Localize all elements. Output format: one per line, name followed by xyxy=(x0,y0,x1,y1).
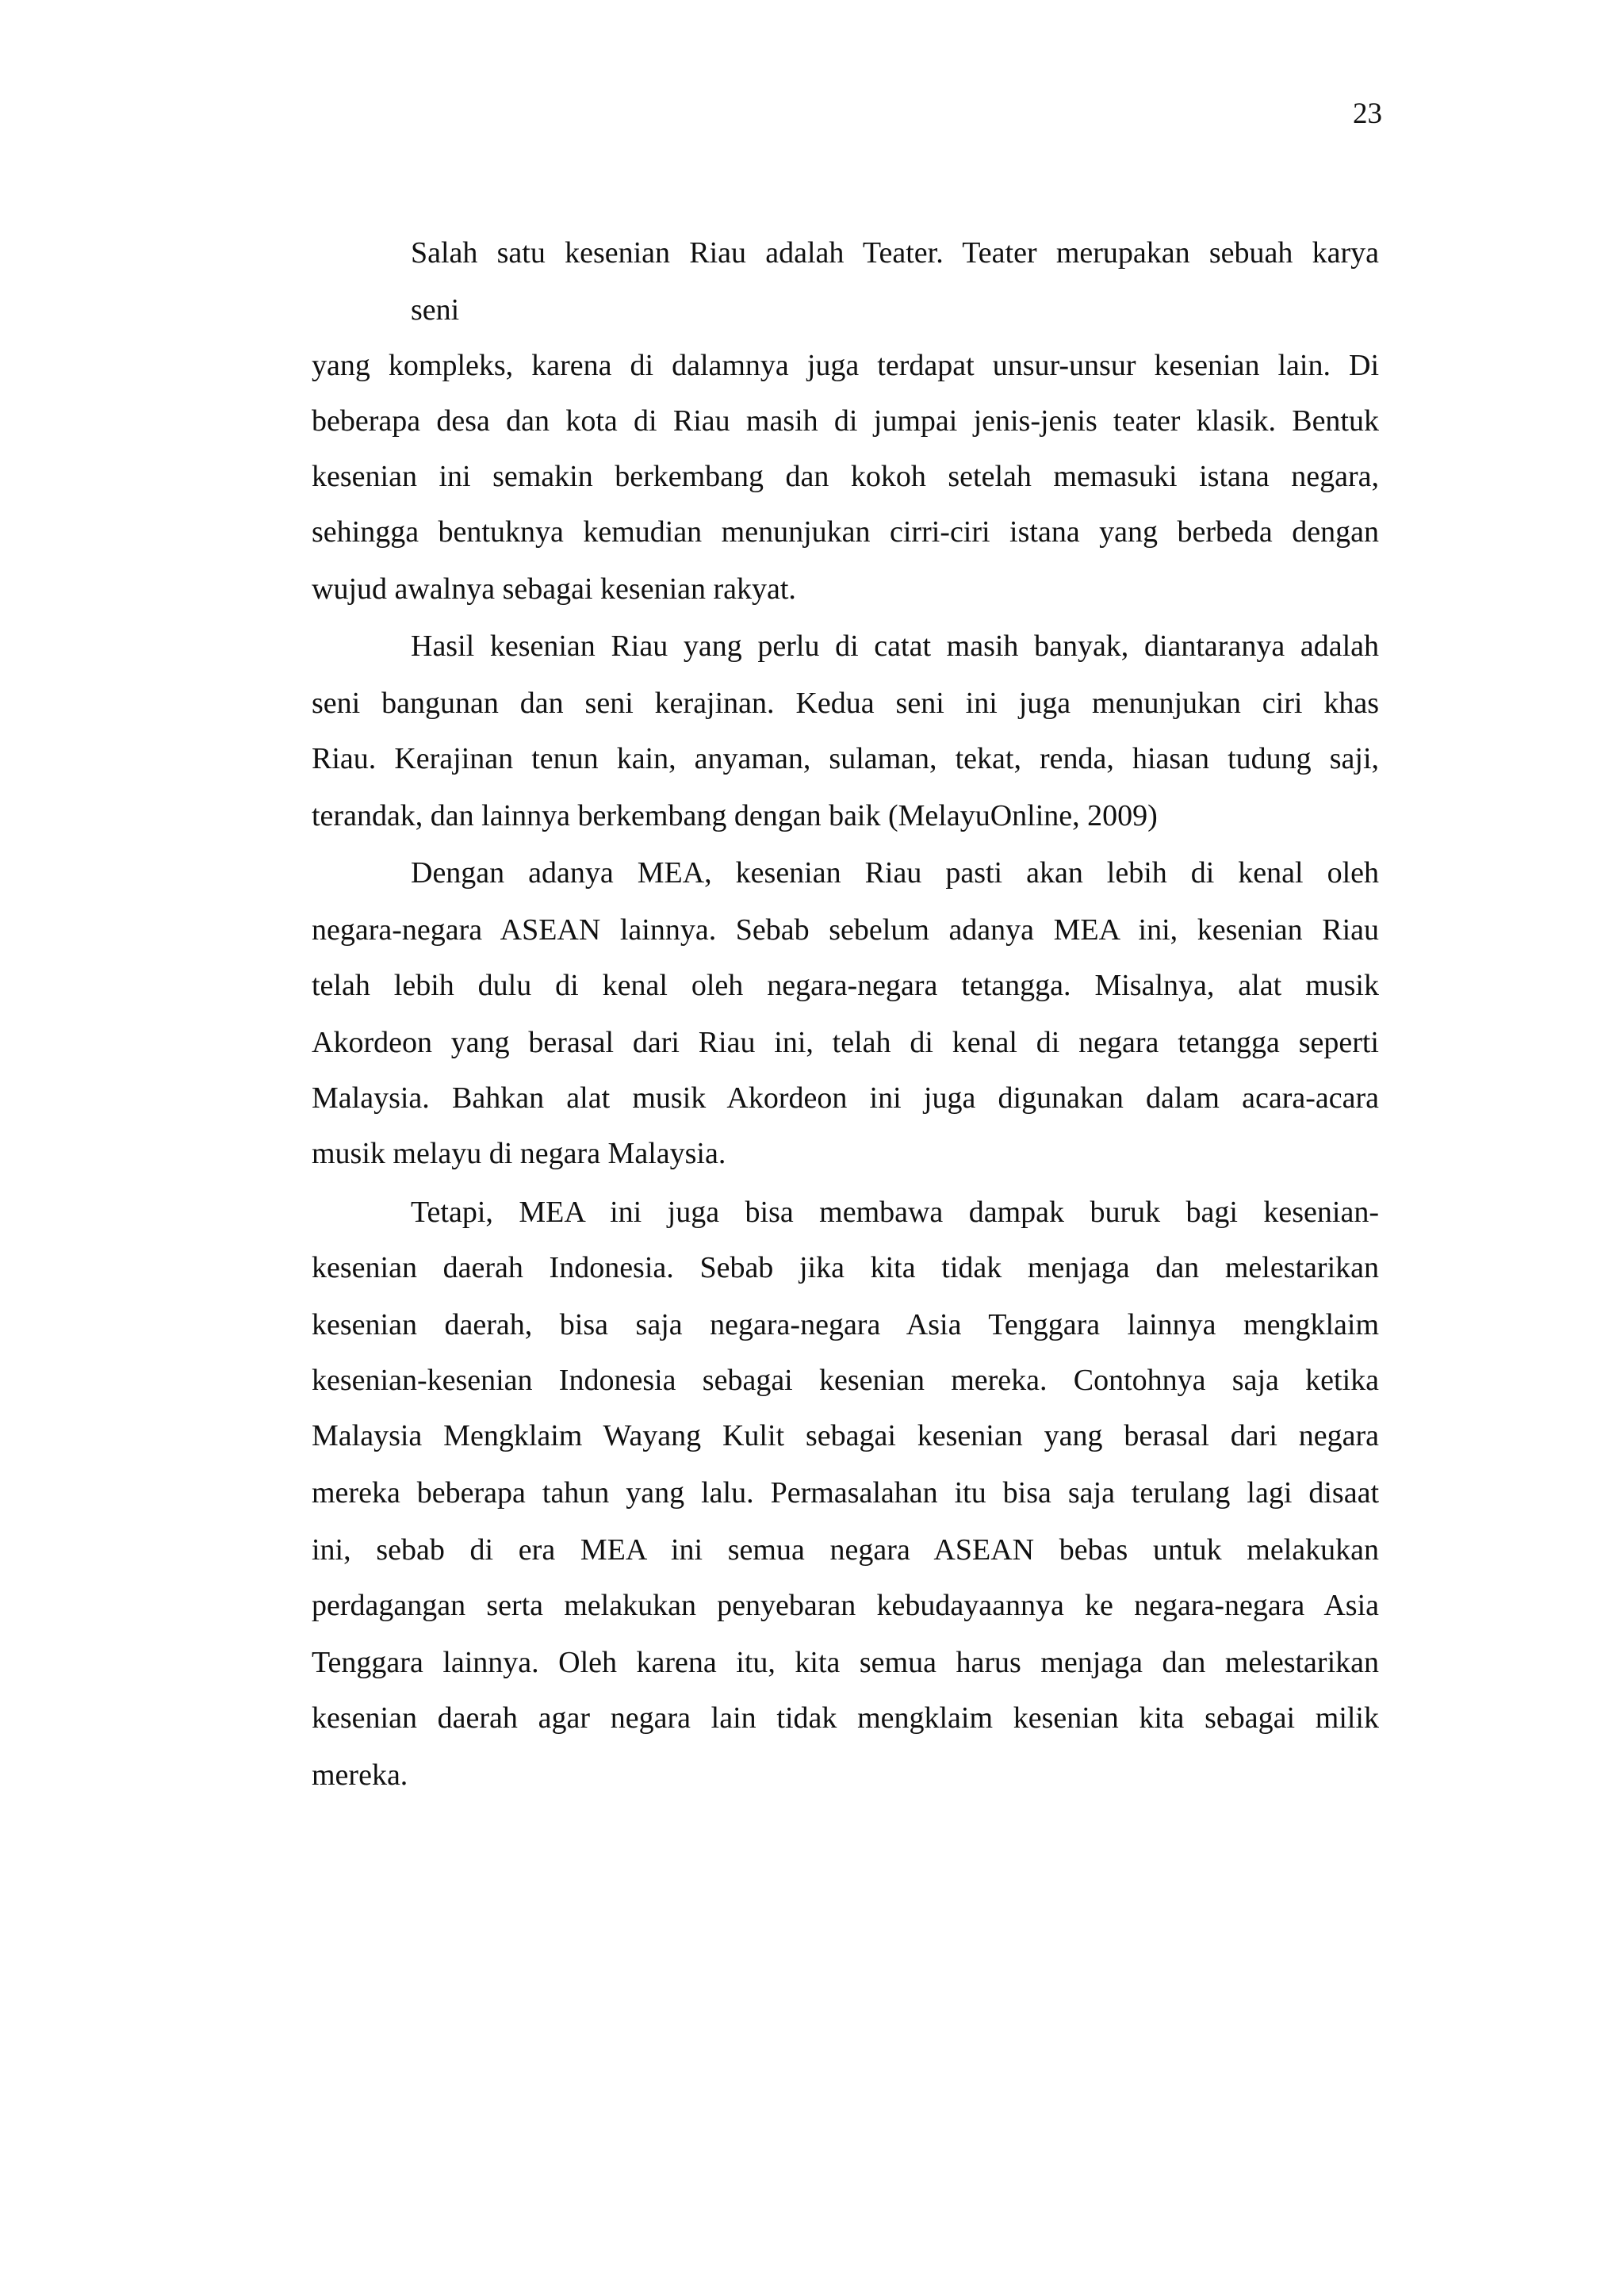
paragraph-line: mereka beberapa tahun yang lalu. Permasalahan itu bisa saja terulang lagi disaat xyxy=(312,1476,1379,1510)
paragraph-line: Tenggara lainnya. Oleh karena itu, kita semua harus menjaga dan melestarikan xyxy=(312,1646,1379,1679)
paragraph-line: kesenian daerah agar negara lain tidak mengklaim kesenian kita sebagai milik xyxy=(312,1701,1379,1735)
paragraph-line: kesenian daerah Indonesia. Sebab jika kita tidak menjaga dan melestarikan xyxy=(312,1251,1379,1284)
paragraph-line: ini, sebab di era MEA ini semua negara ASEAN bebas untuk melakukan xyxy=(312,1533,1379,1567)
paragraph-line: perdagangan serta melakukan penyebaran kebudayaannya ke negara-negara Asia xyxy=(312,1589,1379,1622)
paragraph-line: kesenian-kesenian Indonesia sebagai kesenian mereka. Contohnya saja ketika xyxy=(312,1364,1379,1397)
paragraph-line: seni bangunan dan seni kerajinan. Kedua seni ini juga menunjukan ciri khas xyxy=(312,687,1379,720)
paragraph-line: sehingga bentuknya kemudian menunjukan cirri-ciri istana yang berbeda dengan xyxy=(312,515,1379,549)
paragraph-line: mereka. xyxy=(312,1758,408,1792)
paragraph-line: beberapa desa dan kota di Riau masih di jumpai jenis-jenis teater klasik. Bentuk xyxy=(312,404,1379,438)
paragraph-line: Salah satu kesenian Riau adalah Teater. Teater merupakan sebuah karya xyxy=(411,236,1379,270)
page-number: 23 xyxy=(1353,98,1382,130)
paragraph-line: telah lebih dulu di kenal oleh negara-negara tetangga. Misalnya, alat musik xyxy=(312,969,1379,1002)
paragraph-line: musik melayu di negara Malaysia. xyxy=(312,1137,726,1170)
paragraph-line: seni xyxy=(411,293,460,327)
paragraph-line: Hasil kesenian Riau yang perlu di catat masih banyak, diantaranya adalah xyxy=(411,629,1379,663)
paragraph-line: negara-negara ASEAN lainnya. Sebab sebelum adanya MEA ini, kesenian Riau xyxy=(312,913,1379,947)
paragraph-line: terandak, dan lainnya berkembang dengan baik (MelayuOnline, 2009) xyxy=(312,799,1158,832)
paragraph-line: Malaysia Mengklaim Wayang Kulit sebagai kesenian yang berasal dari negara xyxy=(312,1419,1379,1452)
paragraph-line: kesenian ini semakin berkembang dan kokoh setelah memasuki istana negara, xyxy=(312,460,1379,493)
paragraph-line: Akordeon yang berasal dari Riau ini, telah di kenal di negara tetangga seperti xyxy=(312,1026,1379,1059)
paragraph-line: yang kompleks, karena di dalamnya juga terdapat unsur-unsur kesenian lain. Di xyxy=(312,349,1379,382)
paragraph-line: Tetapi, MEA ini juga bisa membawa dampak buruk bagi kesenian- xyxy=(411,1196,1379,1229)
paragraph-line: Malaysia. Bahkan alat musik Akordeon ini juga digunakan dalam acara-acara xyxy=(312,1081,1379,1115)
paragraph-line: Dengan adanya MEA, kesenian Riau pasti akan lebih di kenal oleh xyxy=(411,856,1379,890)
paragraph-line: Riau. Kerajinan tenun kain, anyaman, sulaman, tekat, renda, hiasan tudung saji, xyxy=(312,742,1379,775)
paragraph-line: kesenian daerah, bisa saja negara-negara Asia Tenggara lainnya mengklaim xyxy=(312,1308,1379,1341)
paragraph-line: wujud awalnya sebagai kesenian rakyat. xyxy=(312,572,796,606)
